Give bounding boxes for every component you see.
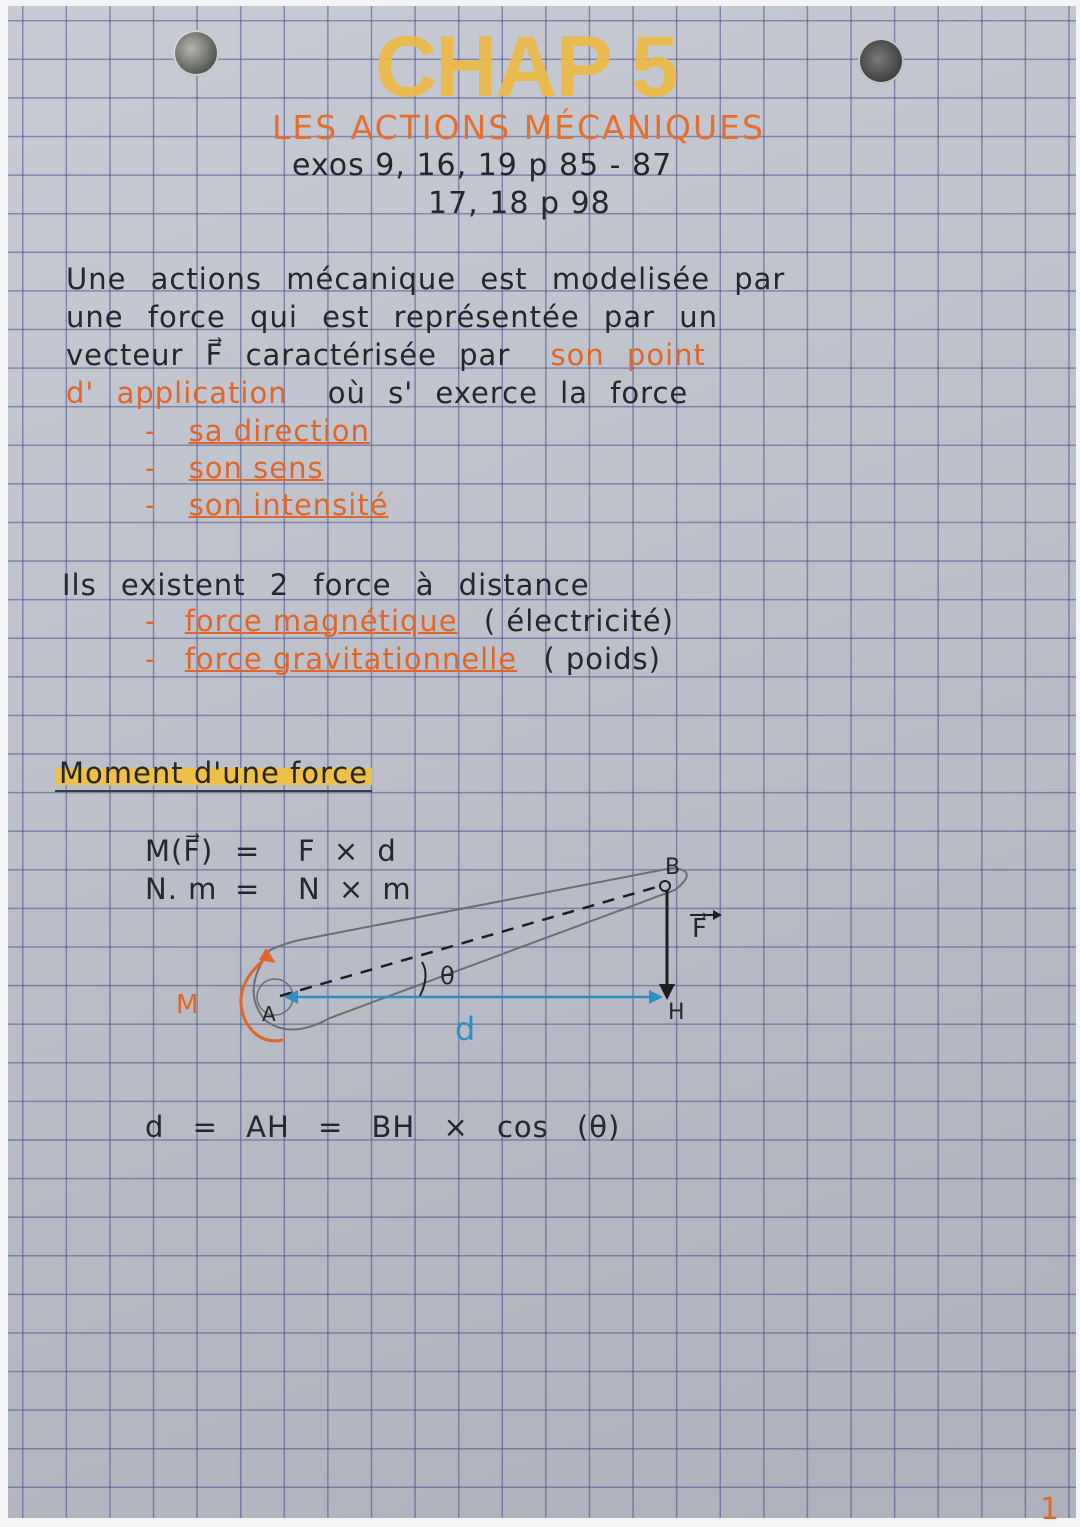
force-vector-label: F⃗ (692, 914, 708, 944)
bullet-dash: - (145, 604, 157, 638)
bullet-dash: - (145, 488, 157, 522)
distance-arrowhead-right-icon (649, 990, 663, 1004)
moment-formula-lhs: M(F⃗) (145, 834, 214, 868)
distance-relation: d = AH = BH × cos (θ) (145, 1110, 621, 1144)
exercises-line-2: 17, 18 p 98 (428, 186, 611, 221)
characteristic-label: son sens (188, 451, 324, 485)
distance-force-name: force magnétique (184, 604, 458, 638)
definition-line-3-text: vecteur F⃗ caractérisée par (66, 338, 511, 372)
moment-arc (241, 955, 283, 1041)
moment-formula-rhs: F × d (298, 834, 397, 868)
page-number: 1 (1040, 1492, 1061, 1527)
units-lhs: N. m (145, 872, 218, 906)
moment-formula-eq: = (235, 834, 261, 868)
distance-force-note: ( poids) (543, 642, 661, 676)
point-h-label: H (668, 1000, 686, 1025)
angle-label: θ (440, 962, 456, 990)
ab-dashed-line (280, 886, 660, 996)
units-rhs: N × m (298, 872, 412, 906)
bullet-dash: - (145, 414, 157, 448)
moment-heading-text: Moment d'une force (55, 756, 372, 792)
moment-label: M (176, 990, 200, 1020)
point-b-label: B (665, 855, 682, 880)
vector-arrow-icon (713, 910, 722, 920)
distance-force-note: ( électricité) (483, 604, 674, 638)
units-eq: = (235, 872, 261, 906)
distance-force-name: force gravitationnelle (184, 642, 518, 676)
definition-line-1: Une actions mécanique est modelisée par (66, 262, 786, 296)
point-a-label: A (262, 1002, 277, 1026)
definition-line-4-text: où s' exerce la force (327, 376, 689, 410)
bullet-dash: - (145, 451, 157, 485)
chapter-subtitle: LES ACTIONS MÉCANIQUES (272, 108, 765, 147)
characteristic-label: sa direction (188, 414, 370, 448)
bullet-dash: - (145, 642, 157, 676)
application-term: d' application (66, 376, 288, 410)
characteristic-label: son intensité (188, 488, 389, 522)
exercises-line-1: exos 9, 16, 19 p 85 - 87 (292, 148, 673, 183)
angle-arc (420, 962, 426, 996)
point-b-marker (660, 881, 670, 891)
lever-outline (254, 868, 687, 1030)
chapter-title: CHAP 5 (375, 19, 677, 115)
point-of-application-term: son point (550, 338, 706, 372)
distance-label: d (455, 1010, 477, 1048)
distance-forces-intro: Ils existent 2 force à distance (62, 568, 590, 602)
definition-line-2: une force qui est représentée par un (66, 300, 719, 334)
